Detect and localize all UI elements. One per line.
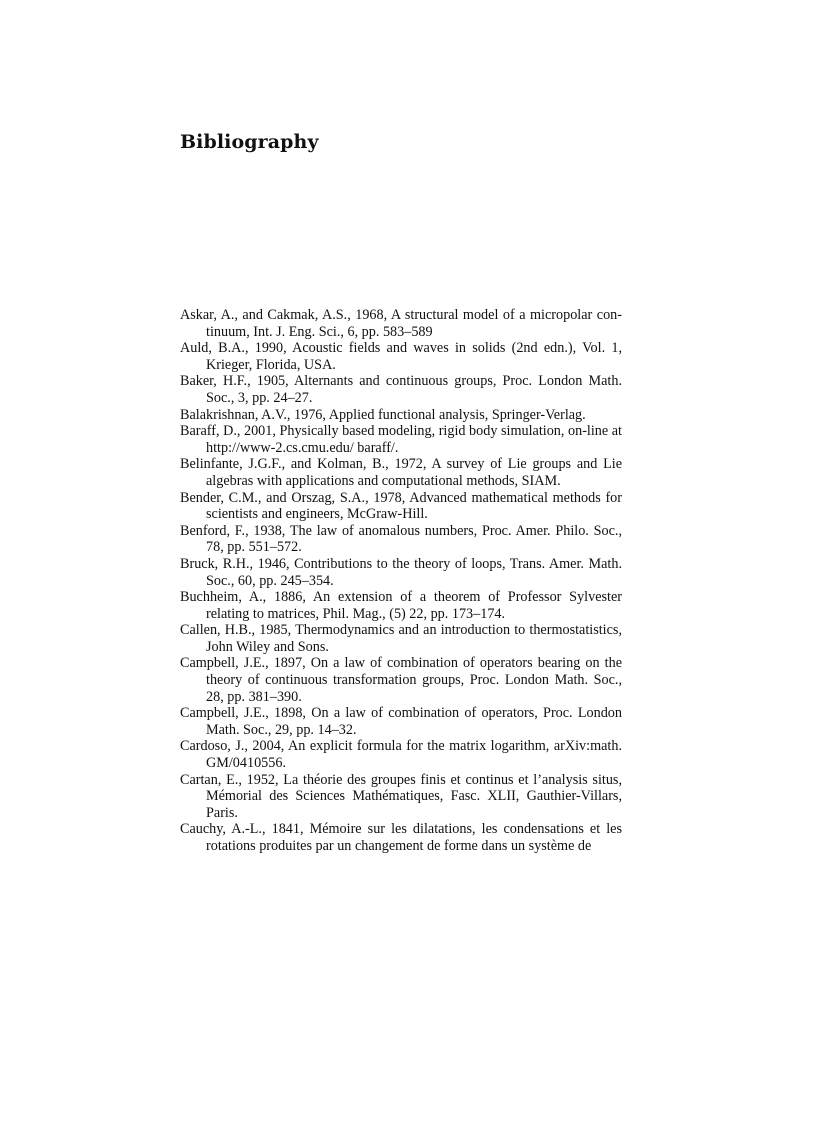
bibliography-entry: Campbell, J.E., 1898, On a law of combination of operators, Proc. London Math. Soc., 29, pp. 14–32. [180,705,622,738]
bibliography-entry: Cardoso, J., 2004, An explicit formula for the matrix logarithm, arXiv:math. GM/0410556. [180,738,622,772]
bibliography-entry: Baraff, D., 2001, Physically based modeling, rigid body simulation, on-line at http://www-2.cs.cmu.edu/ baraff/. [180,423,622,456]
bibliography-entry: Benford, F., 1938, The law of anomalous numbers, Proc. Amer. Philo. Soc., 78, pp. 551–572. [180,522,622,556]
bibliography-entry: Campbell, J.E., 1897, On a law of combination of operators bearing on the theory of continuous transformation groups, Proc. London Math. Soc., 28, pp. 381–390. [180,655,622,705]
bibliography-entry: Cartan, E., 1952, La théorie des groupes finis et continus et l’analysis situs, Mémorial des Sciences Mathématiques, Fasc. XLII, Gauthier-Villars, Paris. [180,771,622,821]
bibliography-entry: Callen, H.B., 1985, Thermodynamics and an introduction to thermostatistics, John Wiley and Sons. [180,622,622,655]
bibliography-entry: Baker, H.F., 1905, Alternants and continuous groups, Proc. London Math. Soc., 3, pp. 24–27. [180,373,622,406]
bibliography-entry: Buchheim, A., 1886, An extension of a theorem of Professor Sylvester relating to matrices, Phil. Mag., (5) 22, pp. 173–174. [180,589,622,622]
bibliography-entry: Belinfante, J.G.F., and Kolman, B., 1972, A survey of Lie groups and Lie algebras with applications and computational methods, SIAM. [180,456,622,489]
bibliography-entry: Auld, B.A., 1990, Acoustic fields and waves in solids (2nd edn.), Vol. 1, Krieger, Florida, USA. [180,340,622,373]
bibliography-entry: Cauchy, A.-L., 1841, Mémoire sur les dilatations, les condensations et les rotations produites par un changement de forme dans un système de [180,821,622,854]
bibliography-entry: Bruck, R.H., 1946, Contributions to the theory of loops, Trans. Amer. Math. Soc., 60, pp. 245–354. [180,555,622,589]
page-title: Bibliography [180,131,319,153]
bibliography-list [180,307,622,855]
bibliography-entry: Askar, A., and Cakmak, A.S., 1968, A structural model of a micropolar continuum, Int. J. Eng. Sci., 6, pp. 583–589 [180,307,622,340]
bibliography-entry: Bender, C.M., and Orszag, S.A., 1978, Advanced mathematical methods for scientists and engineers, McGraw-Hill. [180,489,622,523]
bibliography-entry: Balakrishnan, A.V., 1976, Applied functional analysis, Springer-Verlag. [180,406,586,423]
